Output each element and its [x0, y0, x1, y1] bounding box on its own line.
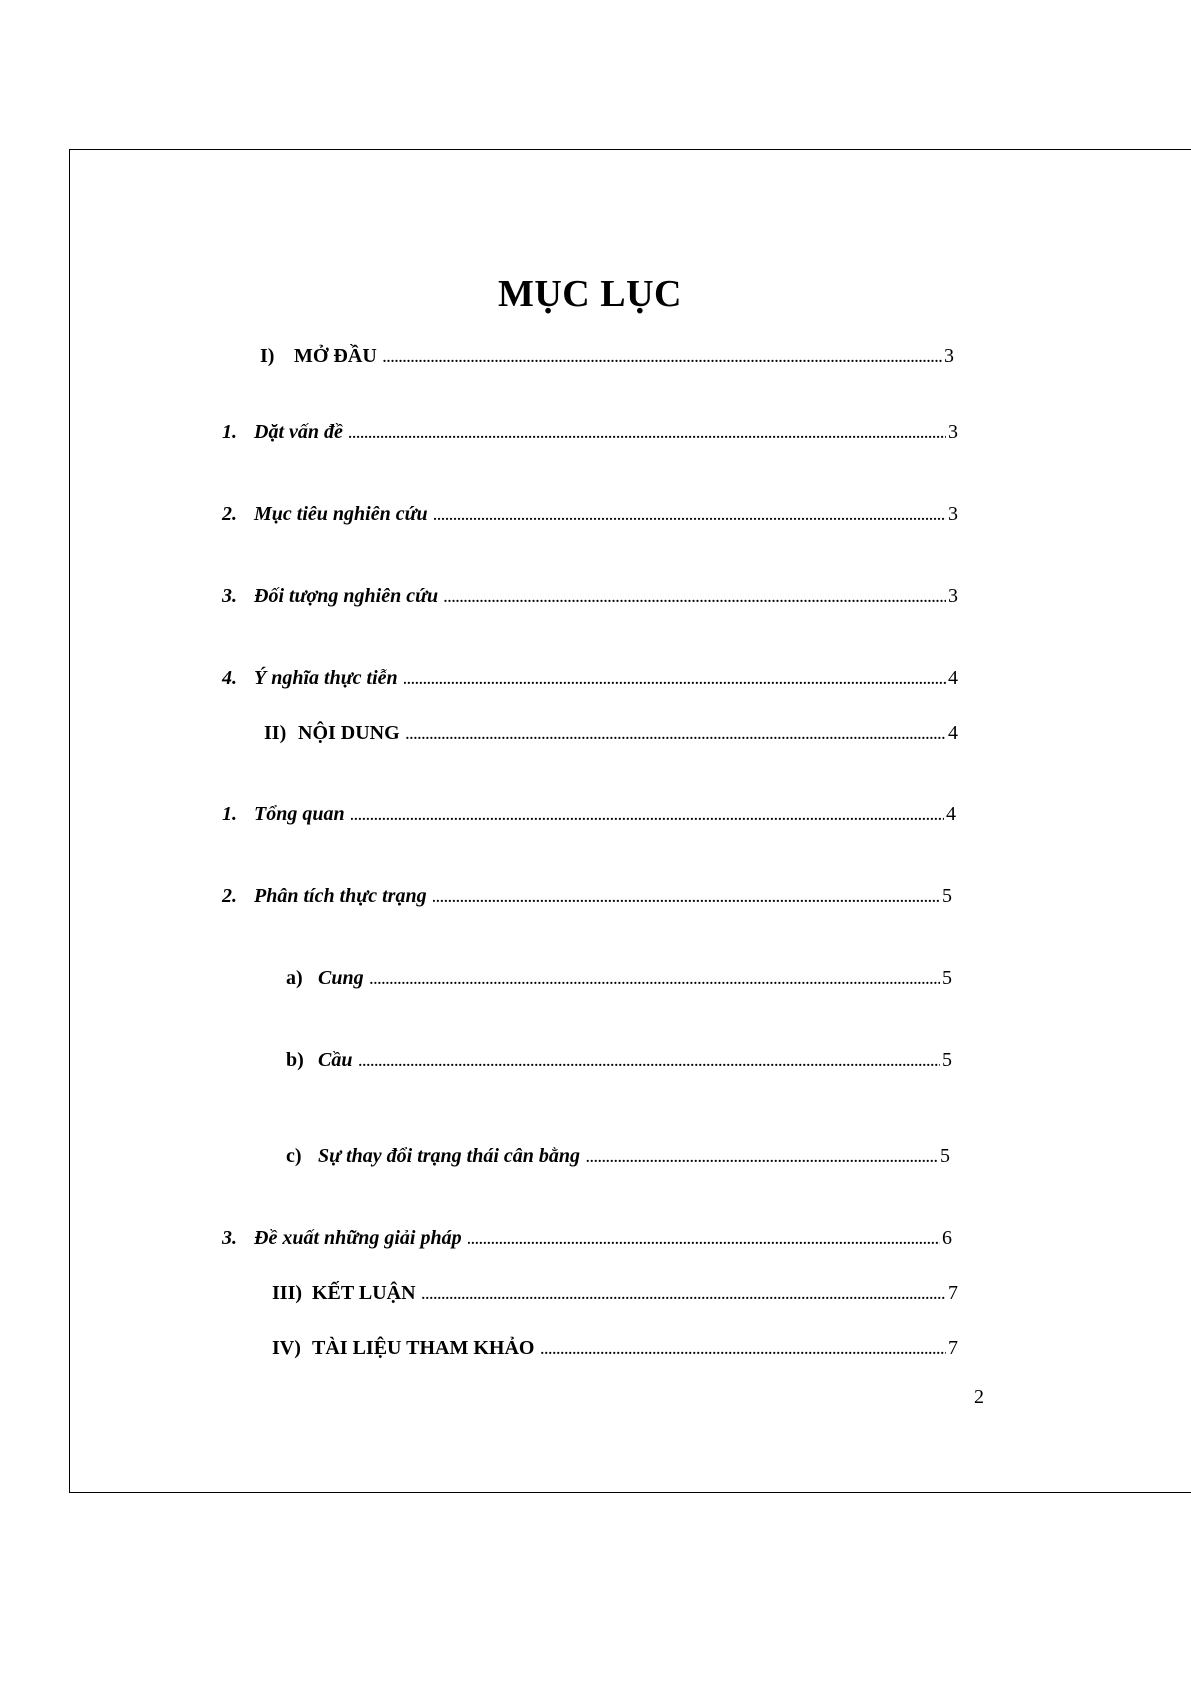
toc-entry-number: c)	[286, 1145, 302, 1167]
toc-entry-number: IV)	[272, 1337, 301, 1359]
toc-entry-page: 5	[940, 1145, 950, 1167]
toc-entry[interactable]	[264, 719, 958, 747]
toc-entry-number: I)	[260, 345, 275, 367]
toc-entry-number: II)	[264, 722, 287, 744]
toc-entry[interactable]	[286, 964, 952, 992]
toc-entry-page: 5	[942, 885, 952, 907]
dot-leader	[370, 971, 940, 991]
toc-entry-label: Đối tượng nghiên cứu	[254, 585, 439, 607]
toc-entry-page: 7	[948, 1337, 958, 1359]
toc-entry-page: 4	[948, 667, 958, 689]
dot-leader	[406, 726, 946, 746]
toc-entry-page: 4	[946, 803, 956, 825]
toc-entry-label: Cầu	[318, 1049, 353, 1071]
toc-entry-number: b)	[286, 1049, 304, 1071]
toc-entry-page: 3	[948, 421, 958, 443]
toc-entry-page: 3	[948, 503, 958, 525]
toc-entry-number: 1.	[222, 421, 237, 443]
toc-entry[interactable]	[222, 664, 958, 692]
dot-leader	[586, 1149, 938, 1169]
toc-entry[interactable]	[222, 500, 958, 528]
toc-entry-page: 4	[948, 722, 958, 744]
toc-entry[interactable]	[272, 1334, 958, 1362]
toc-entry-label: Sự thay đổi trạng thái cân bằng	[318, 1145, 581, 1167]
toc-entry-label: Đề xuất những giải pháp	[254, 1227, 462, 1249]
dot-leader	[540, 1341, 946, 1361]
toc-entry[interactable]	[222, 418, 958, 446]
toc-entry-number: III)	[272, 1282, 303, 1304]
toc-entry-label: KẾT LUẬN	[312, 1282, 416, 1304]
page-number: 2	[974, 1386, 984, 1408]
toc-entry-page: 7	[948, 1282, 958, 1304]
toc-entry-label: Dặt vấn đề	[254, 421, 343, 443]
dot-leader	[349, 425, 946, 445]
toc-entry-label: Phân tích thực trạng	[254, 885, 427, 907]
dot-leader	[404, 671, 946, 691]
toc-entry-number: 2.	[222, 503, 237, 525]
toc-entry[interactable]	[272, 1279, 958, 1307]
dot-leader	[434, 507, 946, 527]
toc-entry[interactable]	[260, 342, 954, 370]
toc-entry-label: Cung	[318, 967, 364, 989]
toc-entry-number: 2.	[222, 885, 237, 907]
toc-entry-label: NỘI DUNG	[298, 722, 400, 744]
dot-leader	[468, 1231, 940, 1251]
toc-entry-number: 1.	[222, 803, 237, 825]
toc-entry-label: Ý nghĩa thực tiễn	[254, 667, 398, 689]
toc-entry-page: 5	[942, 967, 952, 989]
toc-entry-page: 5	[942, 1049, 952, 1071]
toc-entry-page: 3	[948, 585, 958, 607]
dot-leader	[351, 807, 944, 827]
toc-entry-number: a)	[286, 967, 303, 989]
dot-leader	[383, 349, 942, 369]
toc-entry-label: Mục tiêu nghiên cứu	[254, 503, 428, 525]
toc-entry[interactable]	[222, 1224, 952, 1252]
toc-entry-page: 3	[944, 345, 954, 367]
toc-title: MỤC LỤC	[498, 273, 682, 315]
toc-entry[interactable]	[286, 1046, 952, 1074]
toc-entry[interactable]	[222, 882, 952, 910]
dot-leader	[358, 1053, 940, 1073]
toc-entry[interactable]	[286, 1142, 950, 1170]
dot-leader	[422, 1286, 946, 1306]
toc-entry-label: Tổng quan	[254, 803, 345, 825]
toc-entry-page: 6	[942, 1227, 952, 1249]
toc-entry-label: MỞ ĐẦU	[294, 345, 377, 367]
toc-entry-number: 3.	[222, 585, 237, 607]
toc-entry-number: 3.	[222, 1227, 237, 1249]
dot-leader	[444, 589, 946, 609]
toc-entry-label: TÀI LIỆU THAM KHẢO	[312, 1337, 535, 1359]
toc-entry-number: 4.	[222, 667, 237, 689]
dot-leader	[433, 889, 940, 909]
toc-entry[interactable]	[222, 582, 958, 610]
toc-entry[interactable]	[222, 800, 956, 828]
